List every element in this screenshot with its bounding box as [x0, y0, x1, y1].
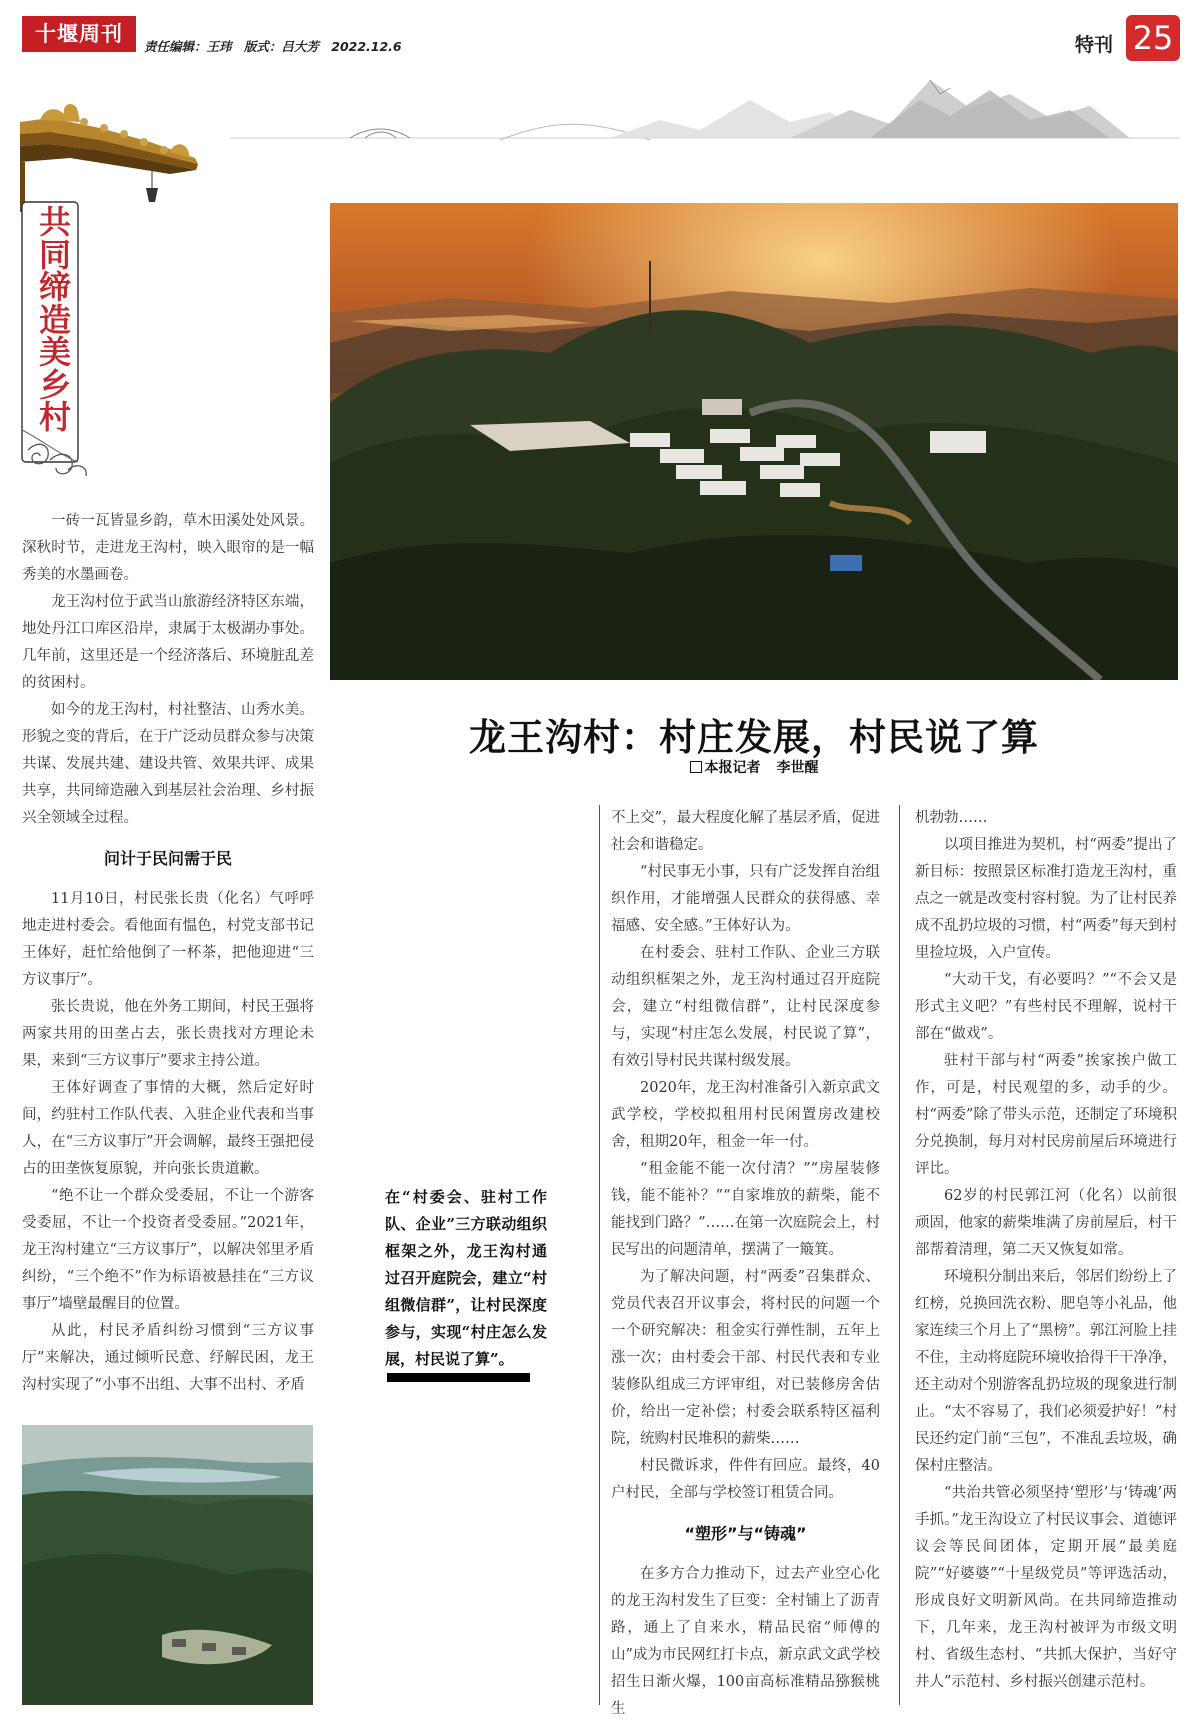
- paragraph: 一砖一瓦皆显乡韵，草木田溪处处风景。深秋时节，走进龙王沟村，映入眼帘的是一幅秀美的水墨画卷。: [22, 513, 314, 583]
- byline-author: 李世醒: [776, 760, 819, 776]
- byline-box-icon: [690, 761, 702, 773]
- paragraph: 驻村干部与村“两委”挨家挨户做工作，可是，村民观望的多，动手的少。村“两委”除了带头示范，还制定了环境积分兑换制，每月对村民房前屋后环境进行评比。: [915, 1053, 1177, 1177]
- page-number: 25: [1126, 15, 1180, 61]
- title-char: 村: [38, 398, 71, 436]
- paragraph: 环境积分制出来后，邻居们纷纷上了红榜，兑换回洗衣粉、肥皂等小礼品，他家连续三个月上了“黑榜”。郭江河脸上挂不住，主动将庭院环境收拾得干干净净，还主动对个别游客乱扔垃圾的现象进行制止。“太不容易了，我们必须爱护好！”村民还约定门前“三包”，不准乱丢垃圾，确保村庄整洁。: [915, 1269, 1177, 1474]
- newspaper-logo: 十堰周刊: [22, 16, 136, 52]
- paragraph: “共治共管必须坚持‘塑形’与‘铸魂’两手抓。”龙王沟设立了村民议事会、道德评议会等民间团体，定期开展“最美庭院”“好婆婆”“十星级党员”等评选活动，形成良好文明新风尚。在共同缔造推动下，几年来，龙王沟村被评为市级文明村、省级生态村、“共抓大保护，当好守井人”示范村、乡村振兴创建示范村。: [915, 1485, 1177, 1690]
- title-char: 造: [38, 300, 71, 339]
- ink-mountains-decoration: [230, 60, 1180, 150]
- byline: [330, 757, 1178, 777]
- paragraph: 从此，村民矛盾纠纷习惯到“三方议事厅”来解决，通过倾听民意、纾解民困，龙王沟村实现了“小事不出组、大事不出村、矛盾: [22, 1323, 314, 1393]
- paragraph: 2020年，龙王沟村准备引入新京武文武学校，学校拟租用村民闲置房改建校舍，租期20年，租金一年一付。: [611, 1080, 880, 1150]
- article-headline: 龙王沟村：村庄发展，村民说了算: [469, 715, 1039, 759]
- title-char: 美: [38, 333, 71, 371]
- paragraph: 为了解决问题，村“两委”召集群众、党员代表召开议事会，将村民的问题一个一个研究解决：租金实行弹性制，五年上涨一次；由村委会干部、村民代表和专业装修队组成三方评审组，对已装修房舍估价，给出一定补偿；村委会联系特区福利院，统购村民堆积的薪柴……: [611, 1269, 880, 1447]
- column-divider: [599, 805, 600, 1705]
- byline-role: 本报记者: [704, 760, 761, 776]
- pull-quote: 在“村委会、驻村工作队、企业”三方联动组织框架之外，龙王沟村通过召开庭院会，建立“村组微信群”，让村民深度参与，实现“村庄怎么发展，村民说了算”。: [385, 1188, 547, 1368]
- title-char: 乡: [38, 365, 71, 404]
- paragraph: “大动干戈，有必要吗？”“不会又是形式主义吧？”有些村民不理解，说村干部在“做戏”。: [915, 972, 1177, 1042]
- section-label: 特刊: [1075, 34, 1114, 56]
- paragraph: 在多方合力推动下，过去产业空心化的龙王沟村发生了巨变：全村铺上了沥青路，通上了自来水，精品民宿“师傅的山”成为市民网红打卡点，新京武文武学校招生日渐火爆，100亩高标准精品猕猴桃生: [611, 1566, 880, 1717]
- column-divider: [899, 805, 900, 1705]
- subheading: “塑形”与“铸魂”: [684, 1524, 807, 1543]
- paragraph: 机勃勃……: [915, 810, 988, 826]
- title-char: 同: [38, 235, 71, 274]
- paragraph: “村民事无小事，只有广泛发挥自治组织作用，才能增强人民群众的获得感、幸福感、安全感。”王体好认为。: [611, 864, 880, 934]
- article-column-3: [611, 805, 880, 1723]
- paragraph: 在村委会、驻村工作队、企业三方联动组织框架之外，龙王沟村通过召开庭院会，建立“村组微信群”，让村民深度参与，实现“村庄怎么发展，村民说了算”，有效引导村民共谋村级发展。: [611, 945, 880, 1069]
- paragraph: 11月10日，村民张长贵（化名）气呼呼地走进村委会。看他面有愠色，村党支部书记王体好，赶忙给他倒了一杯茶，把他迎进“三方议事厅”。: [22, 891, 314, 988]
- paragraph: 以项目推进为契机，村“两委”提出了新目标：按照景区标准打造龙王沟村，重点之一就是改变村容村貌。为了让村民养成不乱扔垃圾的习惯，村“两委”每天到村里捡垃圾，入户宣传。: [915, 837, 1177, 961]
- roof-eaves-decoration: [20, 62, 220, 212]
- article-column-4: [915, 805, 1177, 1696]
- paragraph: 不上交”，最大程度化解了基层矛盾，促进社会和谐稳定。: [611, 810, 880, 853]
- editor-credit: 责任编辑：王玮: [144, 39, 232, 54]
- column-title: [30, 203, 80, 436]
- title-char: 缔: [38, 268, 71, 306]
- layout-credit: 版式：吕大芳: [243, 39, 319, 54]
- paragraph: “绝不让一个群众受委屈，不让一个游客受委屈，不让一个投资者受委屈。”2021年，龙王沟村建立“三方议事厅”，以解决邻里矛盾纠纷，“三个绝不”作为标语被悬挂在“三方议事厅”墙壁最醒目的位置。: [22, 1188, 314, 1312]
- header-meta: [144, 37, 410, 55]
- village-aerial-photo: [330, 203, 1178, 680]
- paragraph: 张长贵说，他在外务工期间，村民王强将两家共用的田垄占去，张长贵找对方理论未果，来到“三方议事厅”要求主持公道。: [22, 999, 314, 1069]
- village-landscape-photo: [22, 1425, 313, 1705]
- subheading: 问计于民问需于民: [103, 849, 232, 868]
- paragraph: 王体好调查了事情的大概，然后定好时间，约驻村工作队代表、入驻企业代表和当事人，在“三方议事厅”开会调解，最终王强把侵占的田垄恢复原貌，并向张长贵道歉。: [22, 1080, 314, 1177]
- article-column-1: [22, 508, 314, 1399]
- title-char: 共: [38, 203, 71, 241]
- pull-quote-bar: [387, 1373, 530, 1382]
- paragraph: “租金能不能一次付清？”“房屋装修钱，能不能补？”“自家堆放的薪柴，能不能找到门路？”……在第一次庭院会上，村民写出的问题清单，摆满了一簸箕。: [611, 1161, 880, 1258]
- paragraph: 龙王沟村位于武当山旅游经济特区东端，地处丹江口库区沿岸，隶属于太极湖办事处。几年前，这里还是一个经济落后、环境脏乱差的贫困村。: [22, 594, 314, 691]
- paragraph: 如今的龙王沟村，村社整洁、山秀水美。形貌之变的背后，在于广泛动员群众参与决策共谋、发展共建、建设共管、效果共评、成果共享，共同缔造融入到基层社会治理、乡村振兴全领域全过程。: [22, 702, 314, 826]
- paragraph: 村民微诉求，件件有回应。最终，40户村民，全部与学校签订租赁合同。: [611, 1458, 880, 1501]
- paragraph: 62岁的村民郭江河（化名）以前很顽固，他家的薪柴堆满了房前屋后，村干部帮着清理，第二天又恢复如常。: [915, 1188, 1177, 1258]
- issue-date: 2022.12.6: [331, 39, 402, 54]
